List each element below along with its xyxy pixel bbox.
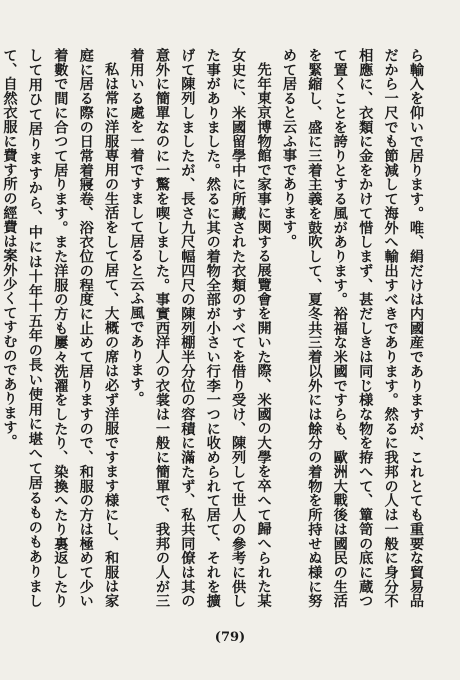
paragraph-continuation: ら輸入を仰いで居ります。唯、絹だけは内國産でありますが、これとても重要な貿易品だから一尺でも節減して海外へ輸出すべきであります。然るに我邦の人は一般に身分不相應に、衣類に金をかけて惜しまず、甚だしきは同じ様な物を拵へて、簞笥の底に蔵つて置くことを誇りとする風があります。裕福な米國ですらも、歐洲大戰後は國民の生活を緊縮し、盛に三着主義を鼓吹して、夏冬共三着以外には餘分の着物を所持せぬ様に努めて居ると云ふ事であります。 <box>280 48 424 608</box>
body-text <box>0 48 428 608</box>
paragraph-exhibition: 先年東京博物館で家事に関する展覽會を開いた際、米國の大學を卒へて歸へられた某女史に、米國留學中に所藏された衣類のすべてを借り受け、陳列して世人の參考に供した事がありました。然るに其の着物全部が小さい行李一つに收められて居て、それを擴げて陳列しましたが、長さ九尺幅四尺の陳列棚半分位の容積に滿たず、私共同僚は其の意外に簡單なのに一驚を喫しました。事實西洋人の衣裳は一般に簡單で、我邦の人が三着用いる處を一着ですまして居ると云ふ風であります。 <box>128 48 272 608</box>
page-number: (79) <box>214 630 246 645</box>
paragraph-western-clothes: 私は常に洋服専用の生活をして居て、大概の席は必ず洋服ですます様にし、和服は家庭に居る際の日常着寢卷、浴衣位の程度に止めて居りますので、和服の方は極めて少い着數で間に合つて居ります。また洋服の方も屢々洗濯をしたり、染換へたり裏返したりして用ひて居りますから、中には十年十五年の長い使用に堪へて居るものもありまして、自然衣服に費す所の經費は案外少くてすむのであります。 <box>1 48 120 608</box>
